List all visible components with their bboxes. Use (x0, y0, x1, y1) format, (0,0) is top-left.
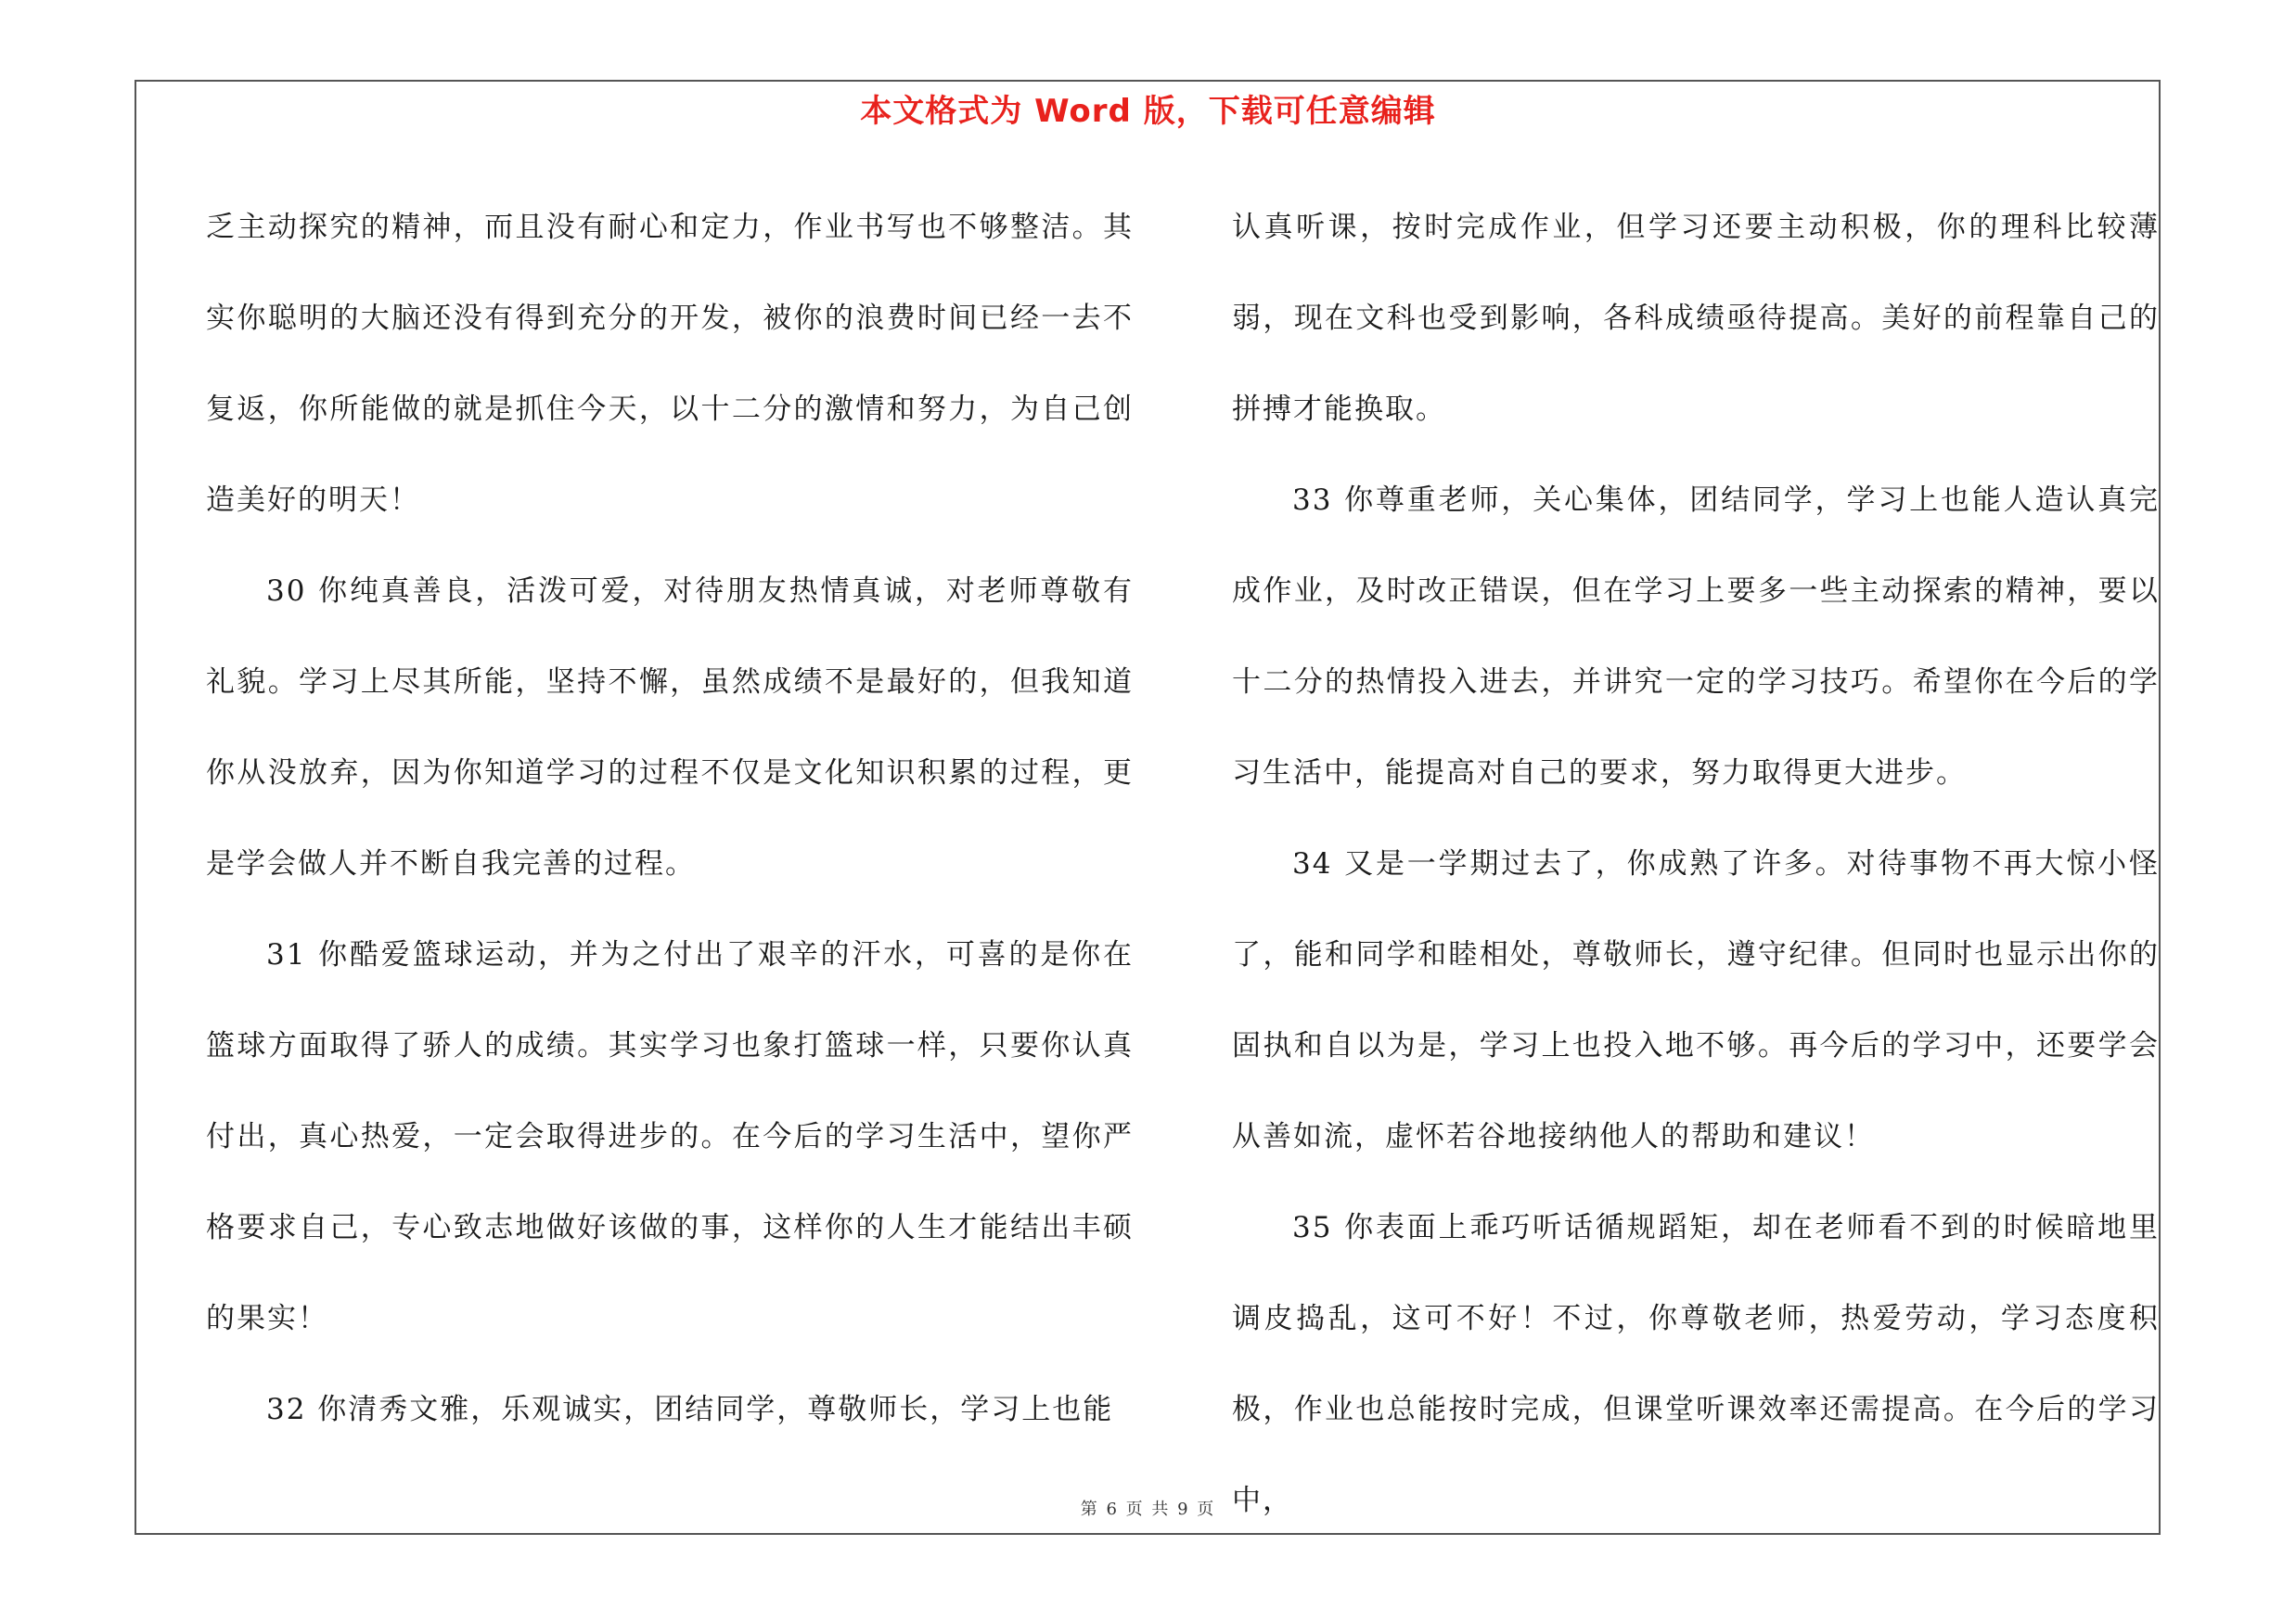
paragraph: 31 你酷爱篮球运动，并为之付出了艰辛的汗水，可喜的是你在篮球方面取得了骄人的成绩。其实学习也象打篮球一样，只要你认真付出，真心热爱，一定会取得进步的。在今后的学习生活中，望你严格要求自己，专心致志地做好该做的事，这样你的人生才能结出丰硕的果实！ (206, 938, 1134, 1335)
left-column (206, 182, 1134, 1455)
right-column (1232, 182, 2160, 1546)
paragraph: 32 你清秀文雅，乐观诚实，团结同学，尊敬师长，学习上也能 (266, 1393, 1114, 1426)
paragraph: 35 你表面上乖巧听话循规蹈矩，却在老师看不到的时候暗地里调皮捣乱，这可不好！不过，你尊敬老师，热爱劳动，学习态度积极，作业也总能按时完成，但课堂听课效率还需提高。在今后的学习中， (1232, 1211, 2160, 1517)
paragraph: 乏主动探究的精神，而且没有耐心和定力，作业书写也不够整洁。其实你聪明的大脑还没有得到充分的开发，被你的浪费时间已经一去不复返，你所能做的就是抓住今天，以十二分的激情和努力，为自己创造美好的明天！ (206, 211, 1134, 517)
page-number-footer: 第 6 页 共 9 页 (1080, 1500, 1216, 1519)
paragraph: 认真听课，按时完成作业，但学习还要主动积极，你的理科比较薄弱，现在文科也受到影响，各科成绩亟待提高。美好的前程靠自己的拼搏才能换取。 (1232, 211, 2160, 426)
paragraph: 34 又是一学期过去了，你成熟了许多。对待事物不再大惊小怪了，能和同学和睦相处，尊敬师长，遵守纪律。但同时也显示出你的固执和自以为是，学习上也投入地不够。再今后的学习中，还要学会从善如流，虚怀若谷地接纳他人的帮助和建议！ (1232, 847, 2160, 1153)
paragraph: 30 你纯真善良，活泼可爱，对待朋友热情真诚，对老师尊敬有礼貌。学习上尽其所能，坚持不懈，虽然成绩不是最好的，但我知道你从没放弃，因为你知道学习的过程不仅是文化知识积累的过程，更是学会做人并不断自我完善的过程。 (206, 574, 1134, 881)
paragraph: 33 你尊重老师，关心集体，团结同学，学习上也能人造认真完成作业，及时改正错误，但在学习上要多一些主动探索的精神，要以十二分的热情投入进去，并讲究一定的学习技巧。希望你在今后的学习生活中，能提高对自己的要求，努力取得更大进步。 (1232, 483, 2160, 790)
format-banner: 本文格式为 Word 版，下载可任意编辑 (860, 93, 1436, 130)
